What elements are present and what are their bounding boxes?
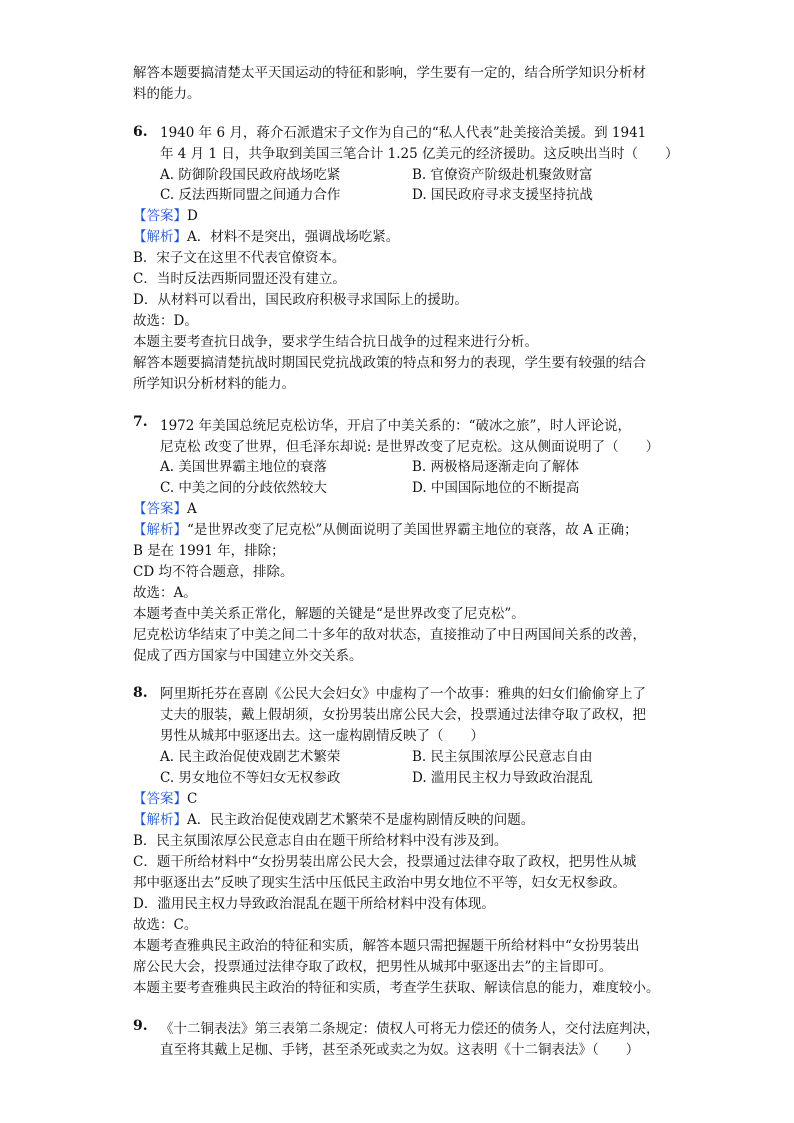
analysis-line: B 是在 1991 年，排除；	[133, 543, 285, 559]
analysis-text: “是世界改变了尼克松”从侧面说明了美国世界霸主地位的衰落，故 A 正确；	[187, 522, 638, 538]
option-d: D. 滥用民主权力导致政治混乱	[412, 770, 593, 786]
analysis-line: D．滥用民主权力导致政治混乱在题干所给材料中没有体现。	[133, 896, 495, 912]
question-stem: 《十二铜表法》第三表第二条规定：债权人可将无力偿还的债务人，交付法庭判决，	[160, 1021, 660, 1037]
intro-line: 解答本题要搞清楚太平天国运动的特征和影响，学生要有一定的，结合所学知识分析材	[133, 65, 646, 81]
option-b: B. 官僚资产阶级赴机聚敛财富	[412, 167, 593, 183]
answer-line	[133, 206, 198, 226]
analysis-text: A．材料不是突出，强调战场吃紧。	[187, 229, 400, 245]
analysis-tag: 【解析】	[133, 229, 187, 245]
question-stem: 直至将其戴上足枷、手铐，甚至杀死或卖之为奴。这表明《十二铜表法》（ ）	[160, 1042, 640, 1058]
question-stem: 1940 年 6 月，蒋介石派遣宋子文作为自己的“私人代表”赴美接洽美援。到 1941	[160, 125, 647, 141]
analysis-line	[133, 810, 534, 830]
option-c: C. 反法西斯同盟之间通力合作	[160, 187, 341, 203]
analysis-line: 故选：C。	[133, 917, 198, 933]
option-a: A. 美国世界霸主地位的衰落	[160, 459, 327, 475]
analysis-line: 本题考查中美关系正常化，解题的关键是“是世界改变了尼克松”。	[133, 606, 525, 622]
analysis-line: B．民主氛围浓厚公民意志自由在题干所给材料中没有涉及到。	[133, 833, 508, 849]
analysis-line: C．题干所给材料中“女扮男装出席公民大会，投票通过法律夺取了政权，把男性从城	[133, 854, 637, 870]
analysis-line: 席公民大会，投票通过法律夺取了政权，把男性从城邦中驱逐出去”的主旨即可。	[133, 959, 613, 975]
analysis-line: C．当时反法西斯同盟还没有建立。	[133, 271, 346, 287]
analysis-line: 本题考查雅典民主政治的特征和实质，解答本题只需把握题干所给材料中“女扮男装出	[133, 938, 640, 954]
option-d: D. 国民政府寻求支援坚持抗战	[412, 187, 593, 203]
analysis-line: 故选：D。	[133, 313, 198, 329]
answer-tag: 【答案】	[133, 501, 187, 517]
analysis-line: 本题主要考查抗日战争，要求学生结合抗日战争的过程来进行分析。	[133, 334, 538, 350]
answer-line	[133, 789, 197, 809]
analysis-line: B．宋子文在这里不代表官僚资本。	[133, 250, 346, 266]
analysis-text: A．民主政治促使戏剧艺术繁荣不是虚构剧情反映的问题。	[187, 812, 535, 828]
question-number: 6.	[133, 124, 148, 140]
answer-line	[133, 499, 197, 519]
option-b: B. 两极格局逐渐走向了解体	[412, 459, 580, 475]
answer-tag: 【答案】	[133, 208, 187, 224]
analysis-line: CD 均不符合题意，排除。	[133, 564, 294, 580]
question-number: 8.	[133, 685, 148, 701]
answer-value: C	[187, 791, 198, 807]
question-stem: 尼克松 改变了世界，但毛泽东却说: 是世界改变了尼克松。这从侧面说明了（ ）	[160, 439, 660, 455]
analysis-line: D．从材料可以看出，国民政府积极寻求国际上的援助。	[133, 292, 468, 308]
analysis-line: 邦中驱逐出去”反映了现实生活中压低民主政治中男女地位不平等，妇女无权参政。	[133, 875, 626, 891]
analysis-line: 促成了西方国家与中国建立外交关系。	[133, 648, 363, 664]
question-stem: 1972 年美国总统尼克松访华，开启了中美关系的：“破冰之旅”，时人评论说，	[160, 418, 631, 434]
analysis-line: 尼克松访华结束了中美之间二十多年的敌对状态，直接推动了中日两国间关系的改善，	[133, 627, 646, 643]
question-number: 9.	[133, 1018, 148, 1034]
analysis-line: 所学知识分析材料的能力。	[133, 376, 295, 392]
analysis-line	[133, 520, 638, 540]
option-a: A. 民主政治促使戏剧艺术繁荣	[160, 749, 341, 765]
analysis-tag: 【解析】	[133, 812, 187, 828]
answer-tag: 【答案】	[133, 791, 187, 807]
answer-value: D	[187, 208, 198, 224]
analysis-line	[133, 227, 399, 247]
option-c: C. 男女地位不等妇女无权参政	[160, 770, 341, 786]
option-d: D. 中国国际地位的不断提高	[412, 480, 580, 496]
question-stem: 丈夫的服装，戴上假胡须，女扮男装出席公民大会，投票通过法律夺取了政权，把	[160, 707, 646, 723]
analysis-line: 故选：A。	[133, 585, 197, 601]
intro-line: 料的能力。	[133, 86, 201, 102]
option-c: C. 中美之间的分歧依然较大	[160, 480, 327, 496]
option-a: A. 防御阶段国民政府战场吃紧	[160, 167, 341, 183]
analysis-line: 解答本题要搞清楚抗战时期国民党抗战政策的特点和努力的表现，学生要有较强的结合	[133, 355, 646, 371]
answer-value: A	[187, 501, 197, 517]
option-b: B. 民主氛围浓厚公民意志自由	[412, 749, 593, 765]
analysis-tag: 【解析】	[133, 522, 187, 538]
question-stem: 阿里斯托芬在喜剧《公民大会妇女》中虚构了一个故事：雅典的妇女们偷偷穿上了	[160, 686, 646, 702]
question-stem: 年 4 月 1 日，共争取到美国三笔合计 1.25 亿美元的经济援助。这反映出当时（ ）	[160, 146, 679, 162]
question-number: 7.	[133, 414, 148, 430]
analysis-line: 本题主要考查雅典民主政治的特征和实质，考查学生获取、解读信息的能力，难度较小。	[133, 980, 660, 996]
question-stem: 男性从城邦中驱逐出去。这一虚构剧情反映了（ ）	[160, 728, 484, 744]
